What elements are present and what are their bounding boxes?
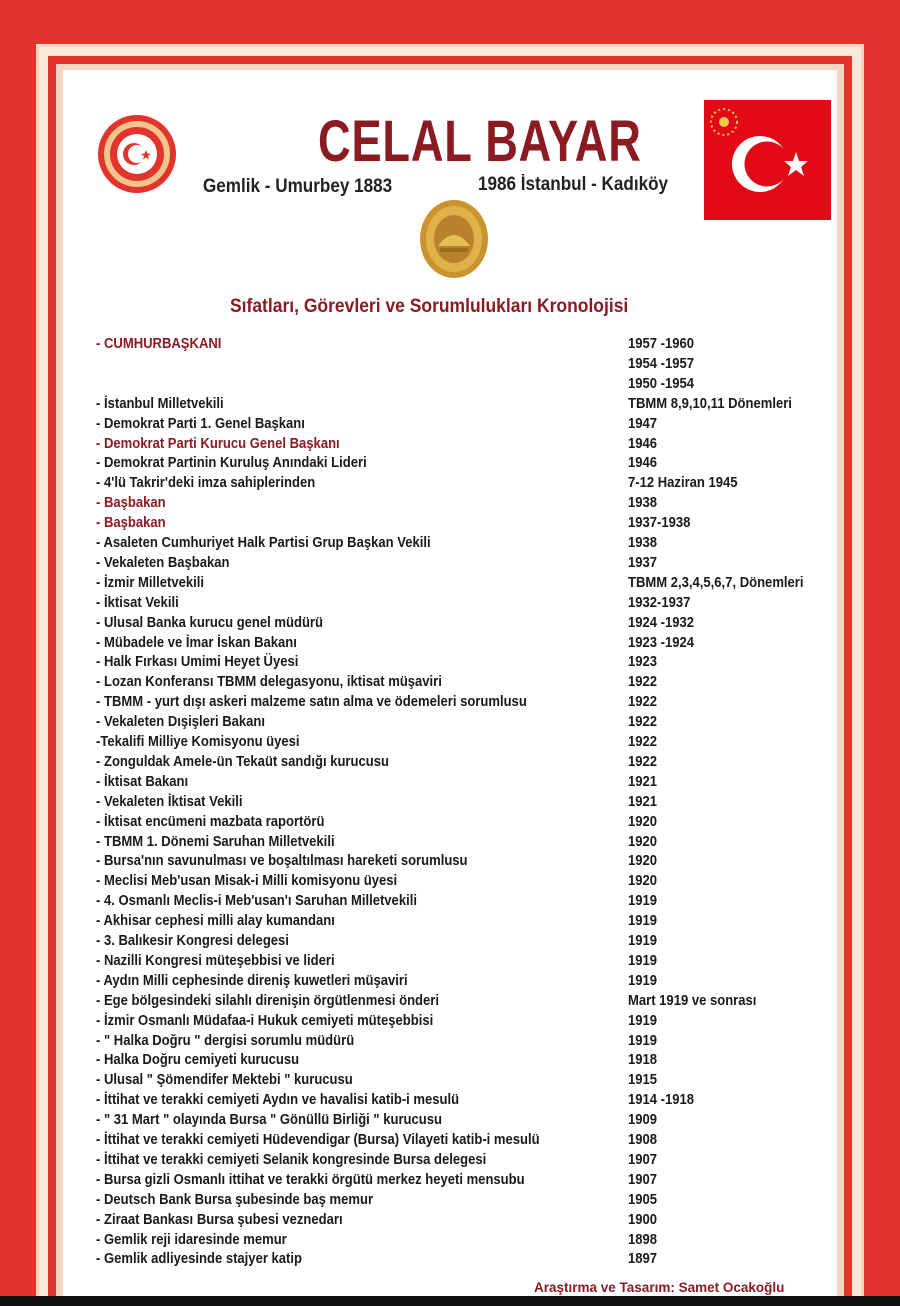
role-label: - " 31 Mart " olayında Bursa " Gönüllü Birliği " kurucusu [96,1112,442,1129]
list-item [96,1112,856,1132]
role-date: 1915 [628,1072,658,1089]
list-item [96,376,856,396]
list-item [96,1192,856,1212]
role-label: - İstanbul Milletvekili [96,395,224,412]
role-label: - İzmir Milletvekili [96,574,205,591]
role-date: 1922 [628,674,658,691]
list-item [96,1232,856,1252]
page-title: CELAL BAYAR [318,109,642,174]
role-date: 1919 [628,913,658,930]
role-date: 1918 [628,1052,658,1069]
list-item [96,475,856,495]
bottom-bar [0,1296,900,1306]
list-item [96,734,856,754]
role-date: 1950 -1954 [628,375,695,392]
list-item [96,654,856,674]
list-item [96,794,856,814]
role-label: - Ege bölgesindeki silahlı direnişin örgütlenmesi önderi [96,992,439,1009]
list-item [96,635,856,655]
role-label: - Nazilli Kongresi müteşebbisi ve lideri [96,952,335,969]
role-label: - Başbakan [96,515,166,532]
section-heading: Sıfatları, Görevleri ve Sorumlulukları Kronolojisi [230,296,629,317]
role-label: - Ulusal Banka kurucu genel müdürü [96,614,323,631]
role-date: 1920 [628,873,658,890]
list-item [96,396,856,416]
list-item [96,1212,856,1232]
role-date: 1919 [628,933,658,949]
role-date: 1947 [628,415,658,432]
role-label: - Bursa gizli Osmanlı ittihat ve terakki örgütü merkez heyeti mensubu [96,1171,525,1188]
list-item [96,416,856,436]
role-date: 1909 [628,1112,658,1129]
role-label: - Halk Fırkası Umimi Heyet Üyesi [96,654,299,671]
role-label: - 4. Osmanlı Meclis-i Meb'usan'ı Saruhan Milletvekili [96,893,417,910]
role-date: 1919 [628,1012,658,1029]
role-date: 1924 -1932 [628,614,695,631]
role-label: - İzmir Osmanlı Müdafaa-i Hukuk cemiyeti müteşebbisi [96,1012,434,1029]
list-item [96,1033,856,1053]
role-label: - " Halka Doğru " dergisi sorumlu müdürü [96,1032,355,1049]
role-date: 7-12 Haziran 1945 [628,475,738,492]
role-label: - Deutsch Bank Bursa şubesinde baş memur [96,1191,374,1208]
role-label: - Başbakan [96,495,166,512]
role-date: 1922 [628,753,658,770]
gold-coin-icon [418,198,490,280]
role-label: - TBMM 1. Dönemi Saruhan Milletvekili [96,833,335,850]
list-item [96,714,856,734]
list-item [96,834,856,854]
role-label: - 4'lü Takrir'deki imza sahiplerinden [96,475,316,492]
role-date: 1923 [628,654,658,671]
list-item [96,973,856,993]
role-date: 1905 [628,1191,658,1208]
role-date: 1954 -1957 [628,355,695,372]
role-date: 1922 [628,734,658,750]
role-label: - İktisat Bakanı [96,773,189,790]
list-item [96,1251,856,1271]
role-date: 1957 -1960 [628,336,695,352]
role-date: 1919 [628,893,658,910]
list-item [96,575,856,595]
role-label: - Asaleten Cumhuriyet Halk Partisi Grup Başkan Vekili [96,535,431,551]
list-item [96,515,856,535]
list-item [96,1052,856,1072]
role-date: 1946 [628,455,658,472]
list-item [96,873,856,893]
role-date: 1908 [628,1132,658,1148]
role-date: 1922 [628,714,658,731]
role-date: TBMM 8,9,10,11 Dönemleri [628,395,792,412]
role-date: 1907 [628,1151,658,1168]
role-date: 1932-1937 [628,594,691,611]
role-label: - Aydın Milli cephesinde direniş kuwetleri müşaviri [96,972,408,989]
list-item [96,694,856,714]
role-date: 1920 [628,813,658,830]
role-date: 1898 [628,1231,658,1248]
list-item [96,1072,856,1092]
role-label: - Gemlik adliyesinde stajyer katip [96,1251,303,1268]
list-item [96,595,856,615]
list-item [96,953,856,973]
role-date: 1938 [628,535,658,551]
role-label: -Tekalifi Milliye Komisyonu üyesi [96,734,300,750]
list-item [96,336,856,356]
role-label: - Vekaleten İktisat Vekili [96,793,243,810]
role-date: 1937 [628,554,658,571]
role-label: - Demokrat Parti Kurucu Genel Başkanı [96,435,340,452]
list-item [96,1152,856,1172]
role-label: - İttihat ve terakki cemiyeti Selanik kongresinde Bursa delegesi [96,1151,487,1168]
turkish-flag-icon [704,100,831,220]
role-date: 1919 [628,972,658,989]
role-label: - Ulusal " Şömendifer Mektebi " kurucusu [96,1072,353,1089]
role-date: 1923 -1924 [628,634,695,651]
role-label: - 3. Balıkesir Kongresi delegesi [96,933,289,949]
role-date: 1920 [628,853,658,870]
role-label: - Meclisi Meb'usan Misak-i Milli komisyonu üyesi [96,873,398,890]
list-item [96,754,856,774]
credit-line: Araştırma ve Tasarım: Samet Ocakoğlu [534,1280,785,1295]
role-date: 1907 [628,1171,658,1188]
role-label: - TBMM - yurt dışı askeri malzeme satın alma ve ödemeleri sorumlusu [96,694,527,711]
list-item [96,1172,856,1192]
role-label: - İttihat ve terakki cemiyeti Hüdevendigar (Bursa) Vilayeti katib-i mesulü [96,1132,540,1148]
list-item [96,356,856,376]
role-label: - Vekaleten Dışişleri Bakanı [96,714,266,731]
role-date: 1897 [628,1251,658,1268]
role-label: - Mübadele ve İmar İskan Bakanı [96,634,297,651]
role-date: 1919 [628,952,658,969]
list-item [96,774,856,794]
list-item [96,455,856,475]
list-item [96,535,856,555]
role-label: - Ziraat Bankası Bursa şubesi veznedarı [96,1211,343,1228]
role-label: - Demokrat Parti 1. Genel Başkanı [96,415,305,432]
role-date: TBMM 2,3,4,5,6,7, Dönemleri [628,574,804,591]
role-date: 1937-1938 [628,515,691,532]
role-date: 1900 [628,1211,658,1228]
role-date: Mart 1919 ve sonrası [628,992,757,1009]
list-item [96,933,856,953]
list-item [96,615,856,635]
list-item [96,1132,856,1152]
list-item [96,814,856,834]
birth-info: Gemlik - Umurbey 1883 [203,176,393,197]
list-item [96,1013,856,1033]
role-label: - İktisat encümeni mazbata raportörü [96,813,325,830]
list-item [96,893,856,913]
role-label: - Zonguldak Amele-ün Tekaüt sandığı kurucusu [96,753,389,770]
role-date: 1921 [628,793,658,810]
role-label: - Vekaleten Başbakan [96,554,230,571]
role-label: - Gemlik reji idaresinde memur [96,1231,287,1248]
list-item [96,436,856,456]
list-item [96,1092,856,1112]
tbmm-seal-icon [97,114,177,194]
list-item [96,495,856,515]
role-label: - İttihat ve terakki cemiyeti Aydın ve havalisi katib-i mesulü [96,1092,460,1109]
role-date: 1938 [628,495,658,512]
role-label: - Halka Doğru cemiyeti kurucusu [96,1052,300,1069]
role-date: 1946 [628,435,658,452]
role-label: - CUMHURBAŞKANI [96,336,222,352]
role-date: 1921 [628,773,658,790]
list-item [96,674,856,694]
role-date: 1922 [628,694,658,711]
role-label: - Bursa'nın savunulması ve boşaltılması hareketi sorumlusu [96,853,468,870]
role-label: - İktisat Vekili [96,594,179,611]
death-info: 1986 İstanbul - Kadıköy [478,174,669,195]
role-date: 1919 [628,1032,658,1049]
list-item [96,853,856,873]
role-label: - Demokrat Partinin Kuruluş Anındaki Lideri [96,455,367,472]
role-label: - Akhisar cephesi milli alay kumandanı [96,913,335,930]
role-label: - Lozan Konferansı TBMM delegasyonu, iktisat müşaviri [96,674,442,691]
list-item [96,555,856,575]
list-item [96,913,856,933]
list-item [96,993,856,1013]
role-date: 1920 [628,833,658,850]
role-date: 1914 -1918 [628,1092,695,1109]
